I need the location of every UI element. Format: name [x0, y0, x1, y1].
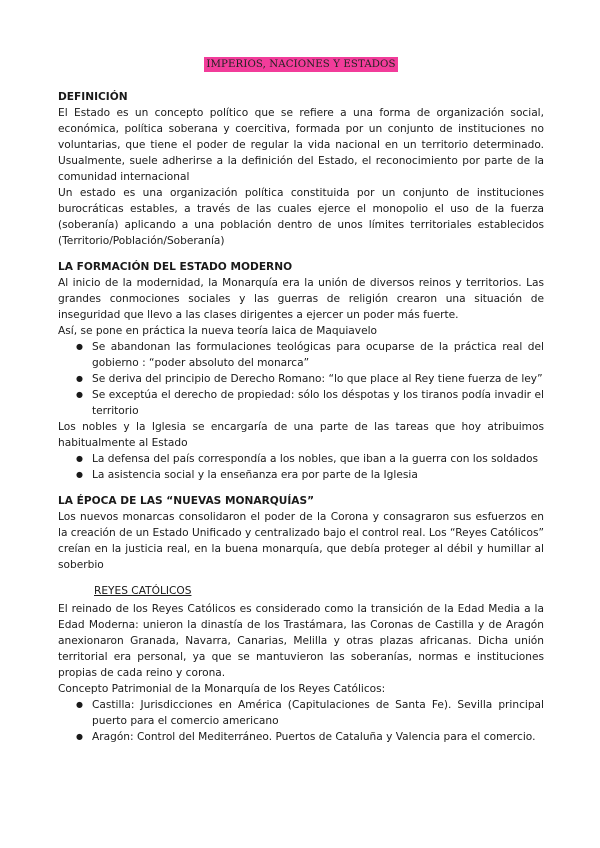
- spacer: [58, 483, 544, 493]
- bullet-list: [58, 339, 544, 419]
- heading-formacion: LA FORMACIÓN DEL ESTADO MODERNO: [58, 261, 293, 273]
- document-page: [58, 52, 544, 745]
- paragraph: Los nuevos monarcas consolidaron el poder de la Corona y consagraron sus esfuerzos en la creación de un Estado Unificado y centralizado bajo el control real. Los “Reyes Católicos” creían en la justicia real, en la buena monarquía, que debía proteger al débil y humillar al soberbio: [58, 511, 544, 571]
- paragraph: El Estado es un concepto político que se refiere a una forma de organización social, económica, política soberana y coercitiva, formada por un conjunto de instituciones no voluntarias, que tiene el poder de regular la vida nacional en un territorio determinado. Usualmente, suele adherirse a la definición del Estado, el reconocimiento por parte de la comunidad internacional: [58, 107, 544, 183]
- paragraph: Un estado es una organización política constituida por un conjunto de instituciones burocráticas estables, a través de las cuales ejerce el monopolio el uso de la fuerza (soberanía) aplicando a una población dentro de unos límites territoriales establecidos (Territorio/Población/Soberanía): [58, 187, 544, 247]
- paragraph: Concepto Patrimonial de la Monarquía de los Reyes Católicos:: [58, 683, 386, 695]
- bullet-list: [58, 697, 544, 745]
- spacer: [58, 249, 544, 259]
- list-item: ● Se deriva del principio de Derecho Romano: “lo que place al Rey tiene fuerza de ley”: [92, 371, 544, 387]
- paragraph: Así, se pone en práctica la nueva teoría laica de Maquiavelo: [58, 325, 378, 337]
- title-wrap: [58, 52, 544, 71]
- heading-nuevas-monarquias: LA ÉPOCA DE LAS “NUEVAS MONARQUÍAS”: [58, 495, 315, 507]
- paragraph: El reinado de los Reyes Católicos es considerado como la transición de la Edad Media a la Edad Moderna: unieron la dinastía de los Trastámara, las Coronas de Castilla y de Aragón anexionaron Granada, Navarra, Canarias, Melilla y otras plazas africanas. Dicha unión territorial era personal, ya que se mantuvieron las soberanías, normas e instituciones propias de cada reino y corona.: [58, 603, 544, 679]
- list-item: ● Se exceptúa el derecho de propiedad: sólo los déspotas y los tiranos podía invadir el territorio: [92, 387, 544, 419]
- paragraph: Al inicio de la modernidad, la Monarquía era la unión de diversos reinos y territorios. Las grandes conmociones sociales y las guerras de religión crearon una situación de inseguridad que llevo a las clases dirigentes a ejercer un poder más fuerte.: [58, 277, 544, 321]
- spacer: [58, 573, 544, 583]
- list-item: ● Castilla: Jurisdicciones en América (Capitulaciones de Santa Fe). Sevilla principal puerto para el comercio americano: [92, 697, 544, 729]
- list-item: ● La asistencia social y la enseñanza era por parte de la Iglesia: [92, 467, 544, 483]
- page-title: IMPERIOS, NACIONES Y ESTADOS: [206, 59, 396, 70]
- list-item: ● Se abandonan las formulaciones teológicas para ocuparse de la práctica real del gobierno : “poder absoluto del monarca”: [92, 339, 544, 371]
- subheading-reyes-catolicos: REYES CATÓLICOS: [94, 585, 192, 597]
- list-item: ● Aragón: Control del Mediterráneo. Puertos de Cataluña y Valencia para el comercio.: [92, 729, 544, 745]
- heading-definicion: DEFINICIÓN: [58, 91, 128, 103]
- list-item: ● La defensa del país correspondía a los nobles, que iban a la guerra con los soldados: [92, 451, 544, 467]
- paragraph: Los nobles y la Iglesia se encargaría de una parte de las tareas que hoy atribuimos habitualmente al Estado: [58, 421, 544, 449]
- bullet-list: [58, 451, 544, 483]
